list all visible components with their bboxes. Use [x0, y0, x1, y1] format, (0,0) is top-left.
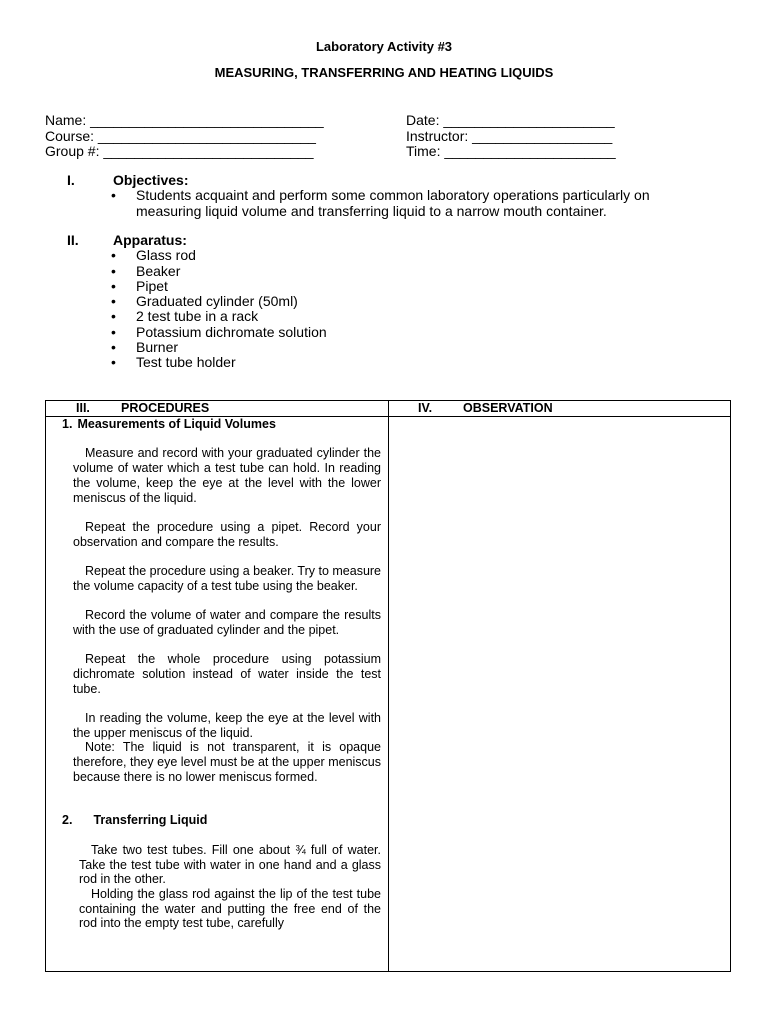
procedure-paragraph: [46, 652, 388, 696]
list-item: • Burner: [67, 340, 707, 355]
paragraph-text: Record the volume of water and compare the results with the use of graduated cylinder and the pipet.: [73, 608, 381, 637]
paragraph-text: Take two test tubes. Fill one about ¾ full of water. Take the test tube with water in one hand and a glass rod in the other.: [79, 842, 381, 887]
list-item: • Glass rod: [67, 248, 707, 263]
column-divider: [388, 401, 389, 971]
header-number: III.: [76, 401, 90, 415]
procedures-cell: [46, 417, 388, 971]
course-field[interactable]: Course: ____________________________: [45, 127, 316, 144]
list-item: • Test tube holder: [67, 355, 707, 370]
procedure-heading: [46, 417, 388, 432]
header-number: IV.: [418, 401, 433, 415]
objectives-list: [67, 188, 707, 219]
apparatus-list: [67, 248, 707, 370]
date-field[interactable]: Date: ______________________: [406, 112, 615, 128]
field-row: [45, 144, 685, 160]
section-heading: Objectives:: [113, 172, 189, 188]
objectives-heading: [67, 173, 707, 188]
paragraph-text: Measure and record with your graduated cylinder the volume of water which a test tube can hold. In reading the volume, keep the eye at the level with the lower meniscus of the liquid.: [73, 446, 381, 505]
list-item: • 2 test tube in a rack: [67, 309, 707, 324]
activity-subtitle: MEASURING, TRANSFERRING AND HEATING LIQUIDS: [214, 65, 554, 80]
header-label: PROCEDURES: [121, 401, 210, 415]
procedure-observation-table: [45, 400, 731, 972]
section-heading: Apparatus:: [113, 232, 187, 248]
paragraph-text: Note: The liquid is not transparent, it is opaque therefore, they eye level must be at the upper meniscus because there is no lower meniscus formed.: [73, 740, 381, 784]
list-item: • Beaker: [67, 264, 707, 279]
field-row: [45, 129, 685, 145]
section-number: II.: [67, 232, 79, 248]
list-item: • Pipet: [67, 279, 707, 294]
objectives-section: [67, 173, 707, 219]
observation-header: [418, 401, 553, 415]
instructor-field[interactable]: Instructor: __________________: [406, 127, 613, 144]
section-number: I.: [67, 172, 75, 188]
name-field[interactable]: Name: ______________________________: [45, 112, 324, 128]
list-item: • Students acquaint and perform some common laboratory operations particularly on measuring liquid volume and transferring liquid to a narrow mouth container.: [67, 188, 707, 219]
paragraph-text: Repeat the whole procedure using potassium dichromate solution instead of water inside the test tube.: [73, 652, 381, 696]
procedure-title: Measurements of Liquid Volumes: [77, 417, 276, 431]
field-row: [45, 113, 685, 129]
student-info-fields: [45, 113, 685, 160]
list-item: • Potassium dichromate solution: [67, 325, 707, 340]
list-item: • Graduated cylinder (50ml): [67, 294, 707, 309]
paragraph-text: Holding the glass rod against the lip of the test tube containing the water and putting the free end of the rod into the empty test tube, carefully: [79, 886, 381, 931]
procedure-paragraph: [46, 608, 388, 637]
header-label: OBSERVATION: [463, 401, 553, 415]
procedure-paragraph: [46, 520, 388, 549]
time-field[interactable]: Time: ______________________: [406, 143, 616, 159]
procedure-heading: [46, 813, 388, 828]
procedure-paragraph: [46, 711, 388, 740]
procedure-paragraph: [46, 887, 388, 931]
paragraph-text: Repeat the procedure using a pipet. Record your observation and compare the results.: [73, 519, 381, 549]
apparatus-heading: [67, 233, 707, 248]
procedure-paragraph: [46, 564, 388, 593]
procedure-paragraph: [46, 843, 388, 887]
procedure-note: [46, 740, 388, 784]
apparatus-section: [67, 233, 707, 371]
procedure-title: Transferring Liquid: [93, 813, 208, 828]
procedures-header: [76, 401, 209, 415]
paragraph-text: Repeat the procedure using a beaker. Try to measure the volume capacity of a test tube using the beaker.: [73, 563, 382, 593]
group-field[interactable]: Group #: ___________________________: [45, 143, 314, 159]
paragraph-text: In reading the volume, keep the eye at the level with the upper meniscus of the liquid.: [73, 710, 381, 740]
procedure-paragraph: [46, 446, 388, 505]
procedure-number: 2.: [62, 813, 73, 828]
procedure-number: 1.: [62, 417, 73, 431]
activity-title: Laboratory Activity #3: [315, 39, 453, 54]
